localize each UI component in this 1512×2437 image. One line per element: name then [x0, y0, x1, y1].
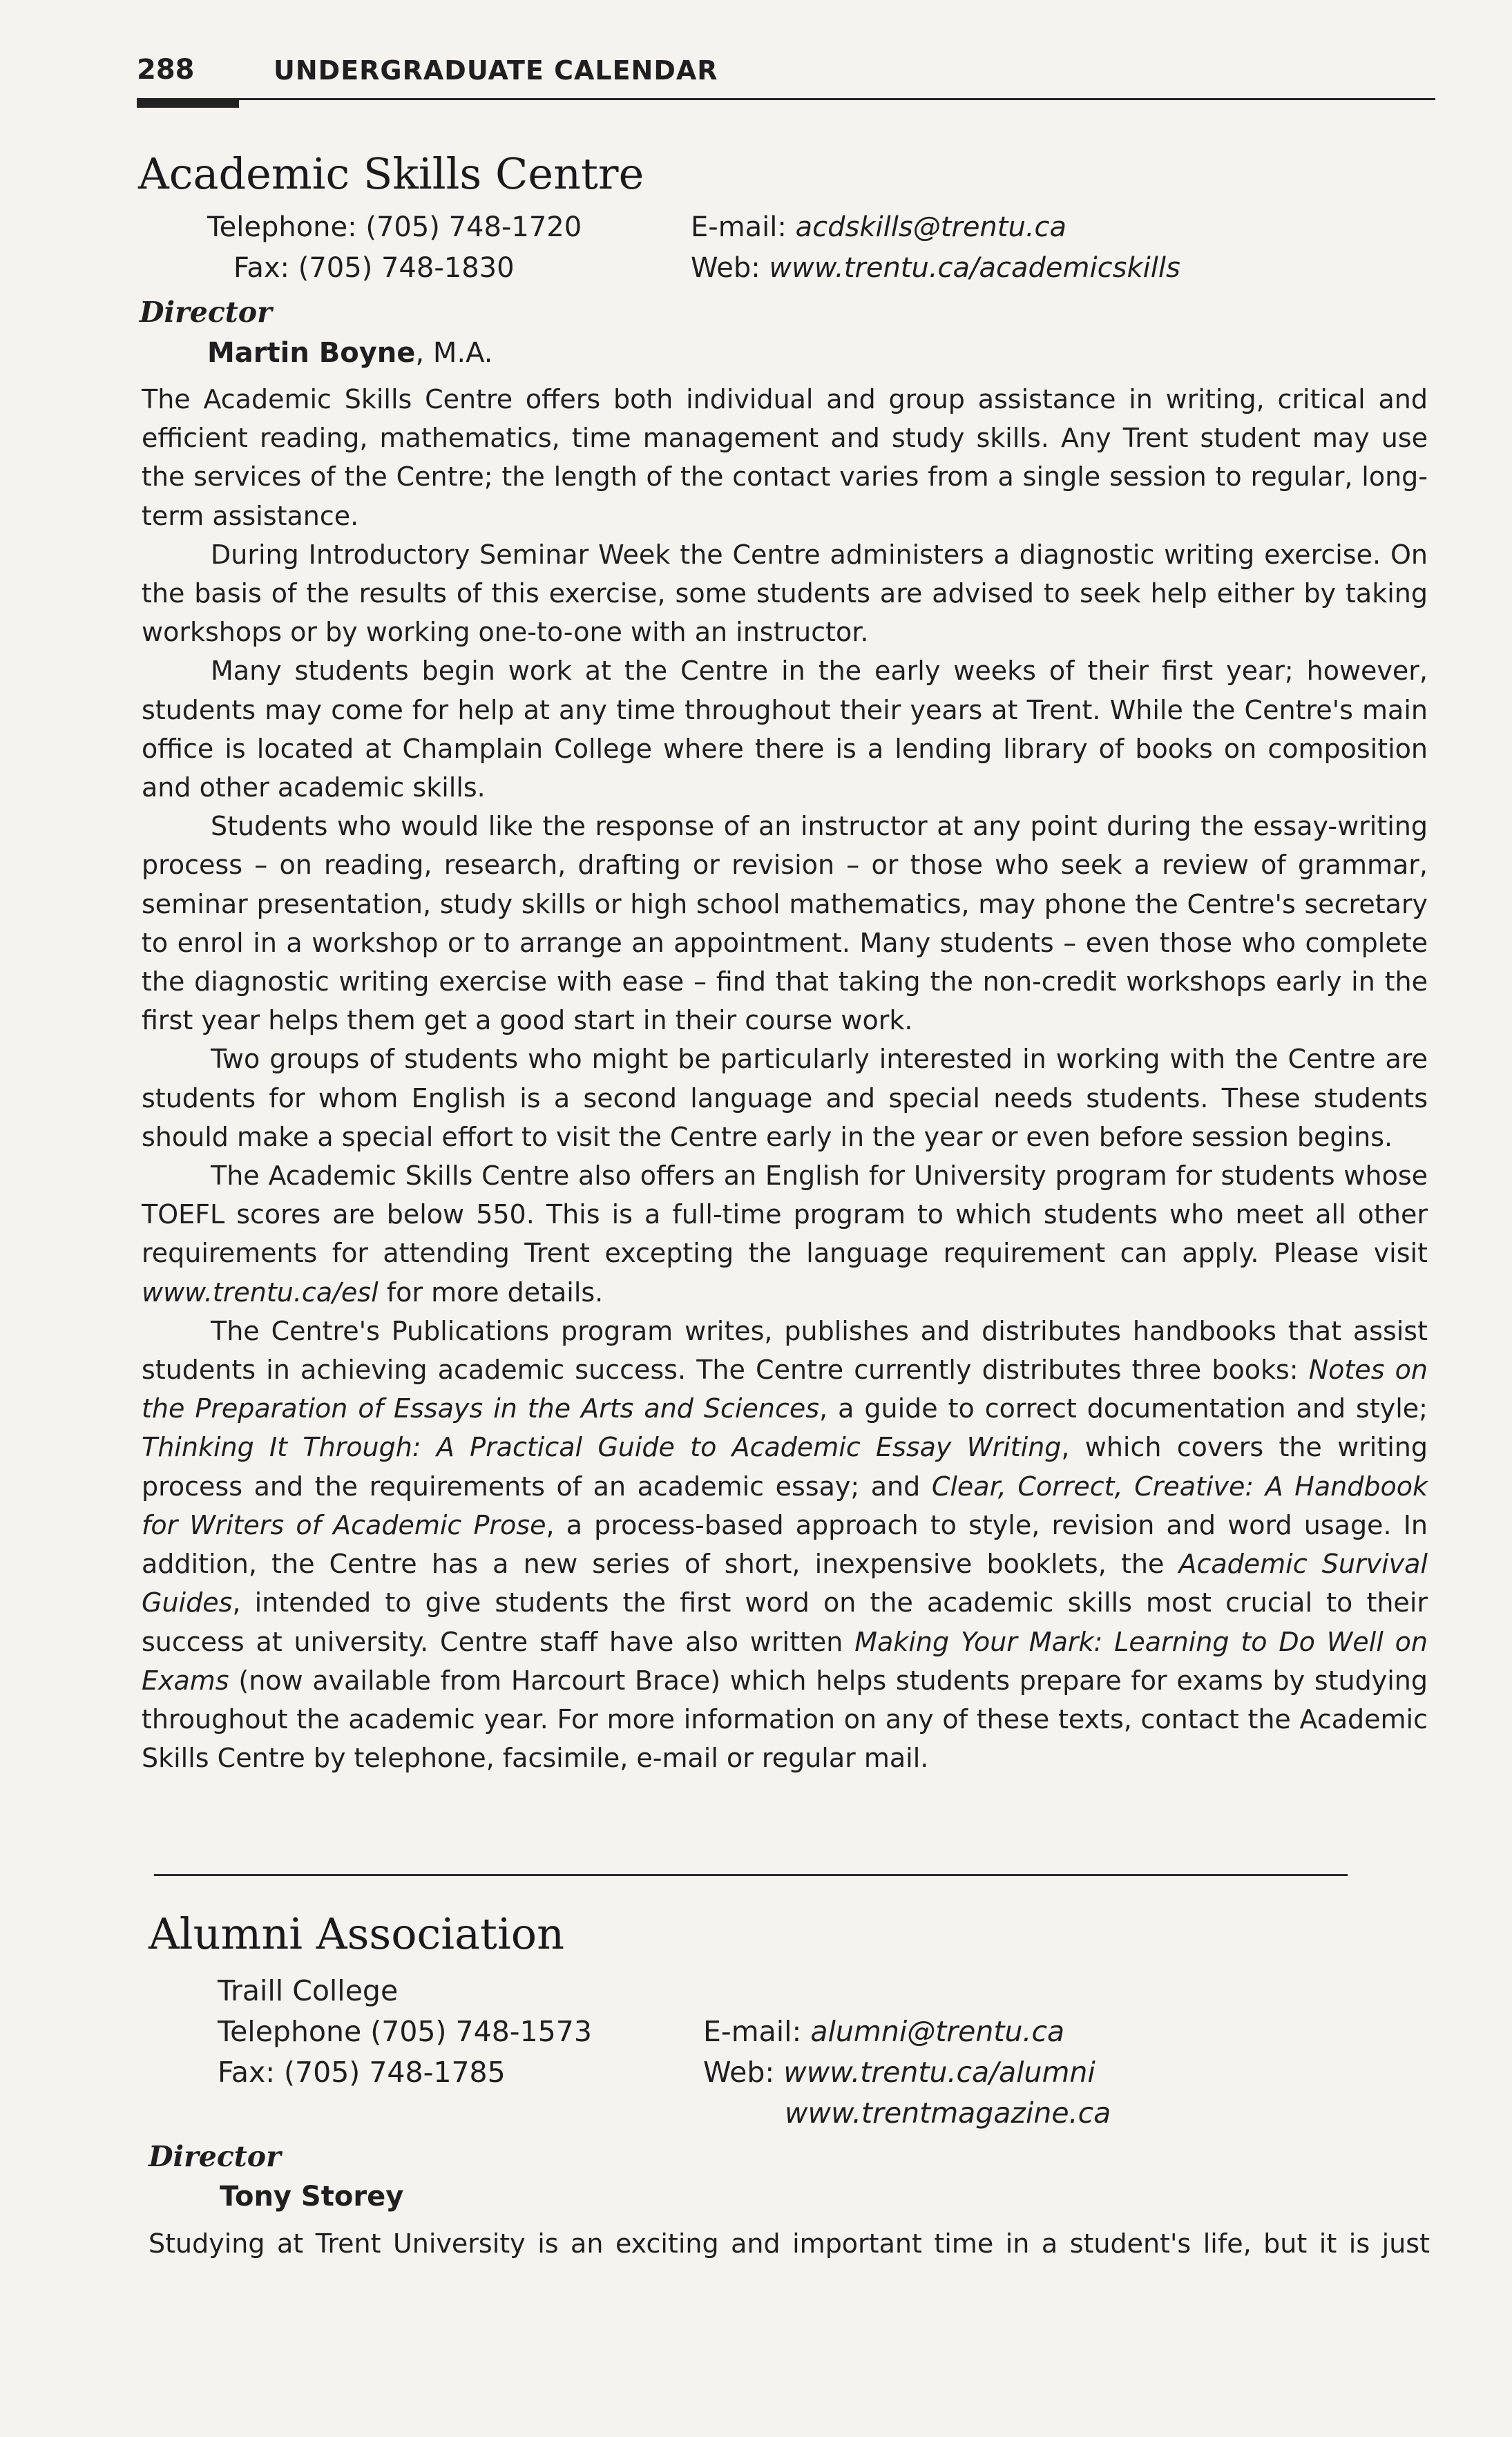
academic-skills-body: [142, 380, 1428, 1777]
alumni-online-block: [703, 2011, 1111, 2134]
text: , a guide to correct documentation and style;: [819, 1393, 1428, 1424]
paragraph: During Introductory Seminar Week the Centre administers a diagnostic writing exercise. On the basis of the results of this exercise, some students are advised to seek help either by taking workshops or by working one-to-one with an instructor.: [142, 539, 1428, 648]
director-name: Martin Boyne: [207, 337, 416, 369]
paragraph: Two groups of students who might be particularly interested in working with the Centre are students for whom English is a second language and special needs students. These students should make a special effort to visit the Centre early in the year or even before session begins.: [142, 1044, 1428, 1152]
series-title: Academic Survival Guides: [142, 1549, 1428, 1618]
paragraph-english-for-university: [142, 1156, 1428, 1312]
page-number: 288: [137, 54, 195, 86]
email-label: E-mail:: [703, 2015, 811, 2048]
web-label: Web:: [691, 252, 769, 284]
section-title-academic-skills: Academic Skills Centre: [138, 149, 644, 199]
web-link[interactable]: www.trentu.ca/alumni: [783, 2056, 1095, 2089]
web-row: [691, 248, 1180, 289]
paragraph-publications: [142, 1312, 1428, 1777]
email-label: E-mail:: [691, 211, 796, 243]
fax: Fax: (705) 748-1785: [218, 2056, 506, 2089]
header-tab-mark: [137, 98, 239, 108]
running-header-title: UNDERGRADUATE CALENDAR: [274, 55, 718, 86]
web-row-2: [703, 2093, 1111, 2134]
telephone: Telephone: (705) 748-1720: [207, 211, 582, 243]
text: , a process-based approach to style, revision and word usage. In addition, the Centre has a new series of short, inexpensive booklets, the: [142, 1509, 1428, 1580]
college: Traill College: [218, 1974, 399, 2007]
text: The Academic Skills Centre also offers an English for University program for students whose TOEFL scores are below 550. This is a full-time program to which students who meet all other requirements for attending Trent excepting the language requirement can apply. Please visit: [142, 1160, 1428, 1269]
paragraph: Many students begin work at the Centre in the early weeks of their first year; however, students may come for help at any time throughout their years at Trent. While the Centre's main office is located at Champlain College where there is a lending library of books on composition and other academic skills.: [142, 656, 1428, 803]
section-divider: [154, 1874, 1348, 1876]
academic-skills-phone-block: [207, 207, 582, 289]
header-rule: [137, 98, 1435, 100]
director-label: Director: [140, 296, 272, 329]
text: , intended to give students the first word on the academic skills most crucial to their success at university. Centre staff have also written: [142, 1587, 1428, 1657]
director-label: Director: [149, 2140, 281, 2173]
paragraph: The Academic Skills Centre offers both individual and group assistance in writing, critical and efficient reading, mathematics, time management and study skills. Any Trent student may use the services of the Centre; the length of the contact varies from a single session to regular, long-term assistance.: [142, 384, 1428, 531]
email-link[interactable]: alumni@trentu.ca: [810, 2015, 1065, 2048]
page-header: [137, 54, 1435, 109]
text: (now available from Harcourt Brace) which helps students prepare for exams by studying throughout the academic year. For more information on any of these texts, contact the Academic Skills Centre by telephone, facsimile, e-mail or regular mail.: [142, 1665, 1428, 1774]
book-title: Notes on the Preparation of Essays in the Arts and Sciences: [142, 1355, 1428, 1424]
text: , which covers the writing process and the requirements of an academic essay; and: [142, 1432, 1428, 1502]
book-title: Making Your Mark: Learning to Do Well on Exams: [142, 1626, 1428, 1696]
email-row: [703, 2011, 1111, 2052]
email-link[interactable]: acdskills@trentu.ca: [795, 211, 1067, 243]
telephone: Telephone (705) 748-1573: [218, 2015, 592, 2048]
book-title: Clear, Correct, Creative: A Handbook for Writers of Academic Prose: [142, 1471, 1428, 1540]
web-link[interactable]: www.trentu.ca/academicskills: [769, 252, 1180, 284]
text: for more details.: [378, 1277, 604, 1308]
book-title: Thinking It Through: A Practical Guide to Academic Essay Writing: [142, 1432, 1062, 1463]
esl-link[interactable]: www.trentu.ca/esl: [142, 1277, 379, 1308]
paragraph: Students who would like the response of an instructor at any point during the essay-writing process – on reading, research, drafting or revision – or those who seek a review of grammar, seminar presentation, study skills or high school mathematics, may phone the Centre's secretary to enrol in a workshop or to arrange an appointment. Many students – even those who complete the diagnostic writing exercise with ease – find that taking the non-credit workshops early in the first year helps them get a good start in their course work.: [142, 811, 1428, 1036]
alumni-intro-text: Studying at Trent University is an exciting and important time in a student's life, but it is just: [149, 2228, 1430, 2259]
web-link-2[interactable]: www.trentmagazine.ca: [785, 2096, 1111, 2130]
alumni-phone-block: [218, 1971, 592, 2093]
academic-skills-online-block: [691, 207, 1180, 289]
section-title-alumni: Alumni Association: [149, 1909, 565, 1959]
web-label: Web:: [703, 2056, 784, 2089]
director-degree: , M.A.: [415, 337, 493, 369]
director-name: Tony Storey: [220, 2181, 404, 2213]
web-row: [703, 2052, 1111, 2093]
fax: Fax: (705) 748-1830: [233, 252, 515, 284]
email-row: [691, 207, 1180, 248]
director-name-row: [207, 337, 492, 369]
text: The Centre's Publications program writes, publishes and distributes handbooks that assist students in achieving academic success. The Centre currently distributes three books:: [142, 1315, 1428, 1386]
